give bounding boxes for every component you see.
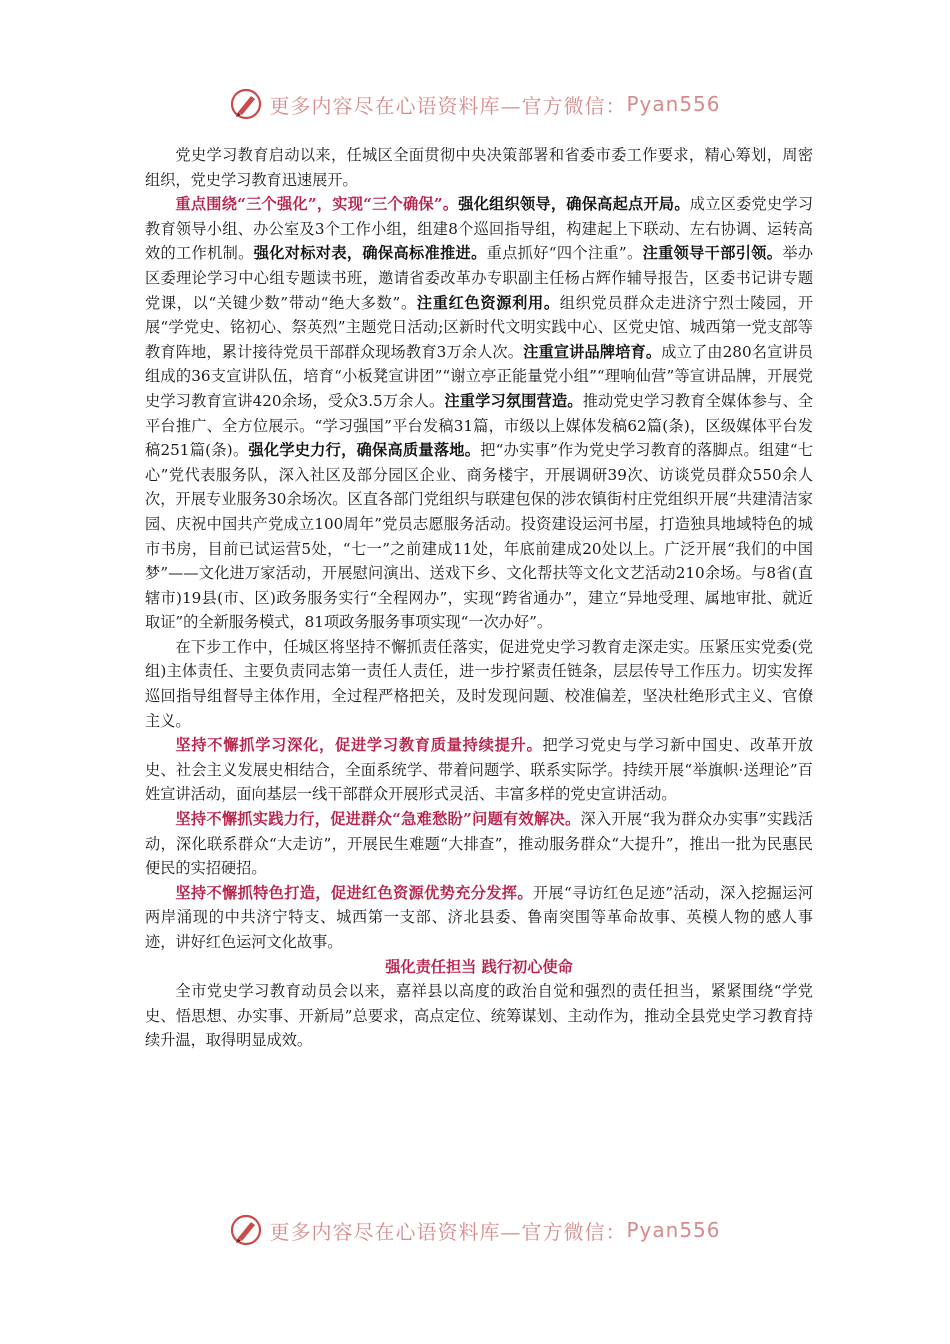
bold-heading-run: 注重领导干部引领。 [642,244,783,263]
text-run: 组织党员群众走进济宁烈士陵园，开展“学党史、铭初心、祭英烈”主题党日活动;区新时代文明实践中心、区党史馆、城西第一党支部等教育阵地，累计接待党员干部群众现场教育3万余人次。 [145,293,814,361]
bold-heading-run: 注重学习氛围营造。 [444,391,583,410]
paragraph [145,143,813,192]
paragraph [145,807,813,881]
text-run: 全市党史学习教育动员会以来，嘉祥县以高度的政治自觉和强烈的责任担当，紧紧围绕“学党史、悟思想、办实事、开新局”总要求，高点定位、统筹谋划、主动作为，推动全县党史学习教育持续升温，取得明显成效。 [145,982,813,1050]
bold-heading-run: 强化组织领导，确保高起点开局。 [458,195,690,214]
text-run: 举办区委理论学习中心组专题读书班，邀请省委改革办专职副主任杨占辉作辅导报告，区委书记讲专题党课，以“关键少数”带动“绝大多数”。 [145,244,814,312]
banner-wechat-id: Pyan556 [626,92,721,116]
banner-text: 更多内容尽在心语资料库—官方微信： [269,1219,627,1244]
red-heading-run: 重点围绕“三个强化”，实现“三个确保”。 [175,195,459,214]
footer-watermark-banner [0,1210,950,1250]
text-run: 深入开展“我为群众办实事”实践活动，深化联系群众“大走访”，开展民生难题“大排查”，推动服务群众“大提升”，推出一批为民惠民便民的实招硬招。 [145,810,813,878]
pen-logo-icon [229,1213,263,1247]
text-run: 把学习党史与学习新中国史、改革开放史、社会主义发展史相结合，全面系统学、带着问题学、联系实际学。持续开展“举旗帜·送理论”百姓宣讲活动，面向基层一线干部群众开展形式灵活、丰富多样的党史宣讲活动。 [145,736,814,804]
text-run: 成立区委党史学习教育领导小组、办公室及3个工作小组，组建8个巡回指导组，构建起上下联动、左右协调、运转高效的工作机制。 [145,195,814,263]
section-heading [145,955,813,980]
red-heading-run: 坚持不懈抓实践力行，促进群众“急难愁盼”问题有效解决。 [175,810,581,829]
text-run: 在下步工作中，任城区将坚持不懈抓责任落实，促进党史学习教育走深走实。压紧压实党委(党组)主体责任、主要负责同志第一责任人责任，进一步拧紧责任链条，层层传导工作压力。切实发挥巡回指导组督导主体作用，全过程严格把关，及时发现问题、校准偏差，坚决杜绝形式主义、官僚主义。 [145,637,813,730]
text-run: 推动党史学习教育全媒体参与、全平台推广、全方位展示。“学习强国”平台发稿31篇，市级以上媒体发稿62篇(条)，区级媒体平台发稿251篇(条)。 [145,391,814,460]
red-heading-run: 坚持不懈抓特色打造，促进红色资源优势充分发挥。 [175,883,533,902]
red-heading-run: 强化责任担当 践行初心使命 [385,957,573,976]
article-body [145,143,813,1053]
text-run: 开展“寻访红色足迹”活动，深入挖掘运河两岸涌现的中共济宁特支、城西第一支部、济北县委、鲁南突围等革命故事、英模人物的感人事迹，讲好红色运河文化故事。 [145,883,814,951]
paragraph [145,733,813,807]
paragraph [145,881,813,955]
banner-wechat-id: Pyan556 [626,1218,721,1242]
header-watermark-banner [0,84,950,124]
banner-text: 更多内容尽在心语资料库—官方微信： [269,93,627,118]
text-run: 党史学习教育启动以来，任城区全面贯彻中央决策部署和省委市委工作要求，精心筹划，周密组织，党史学习教育迅速展开。 [145,146,813,189]
pen-logo-icon [229,87,263,121]
text-run: 把“办实事”作为党史学习教育的落脚点。组建“七心”党代表服务队，深入社区及部分园区企业、商务楼宇，开展调研39次、访谈党员群众550余人次，开展专业服务30余场次。区直各部门党组织与联建包保的涉农镇街村庄党组织开展“共建清洁家园、庆祝中国共产党成立100周年”党员志愿服务活动。投资建设运河书屋，打造独具地域特色的城市书房，目前已试运营5处，“七一”之前建成11处，年底前建成20处以上。广泛开展“我们的中国梦”——文化进万家活动，开展慰问演出、送戏下乡、文化帮扶等文化文艺活动210余场。与8省(直辖市)19县(市、区)政务服务实行“全程网办”，实现“跨省通办”，建立“异地受理、属地审批、就近取证”的全新服务模式，81项政务服务事项实现“一次办好”。 [145,441,814,632]
bold-heading-run: 强化学史力行，确保高质量落地。 [248,441,481,460]
text-run: 重点抓好“四个注重”。 [486,244,643,263]
bold-heading-run: 强化对标对表，确保高标准推进。 [253,244,487,263]
text-run: 成立了由280名宣讲员组成的36支宣讲队伍，培育“小板凳宣讲团”“谢立亭正能量党小组”“理响仙营”等宣讲品牌，开展党史学习教育宣讲420余场，受众3.5万余人。 [145,342,814,410]
bold-heading-run: 注重宣讲品牌培育。 [523,342,662,361]
red-heading-run: 坚持不懈抓学习深化，促进学习教育质量持续提升。 [175,736,543,755]
paragraph [145,192,813,635]
bold-heading-run: 注重红色资源利用。 [416,293,560,312]
paragraph [145,635,813,733]
paragraph [145,979,813,1053]
